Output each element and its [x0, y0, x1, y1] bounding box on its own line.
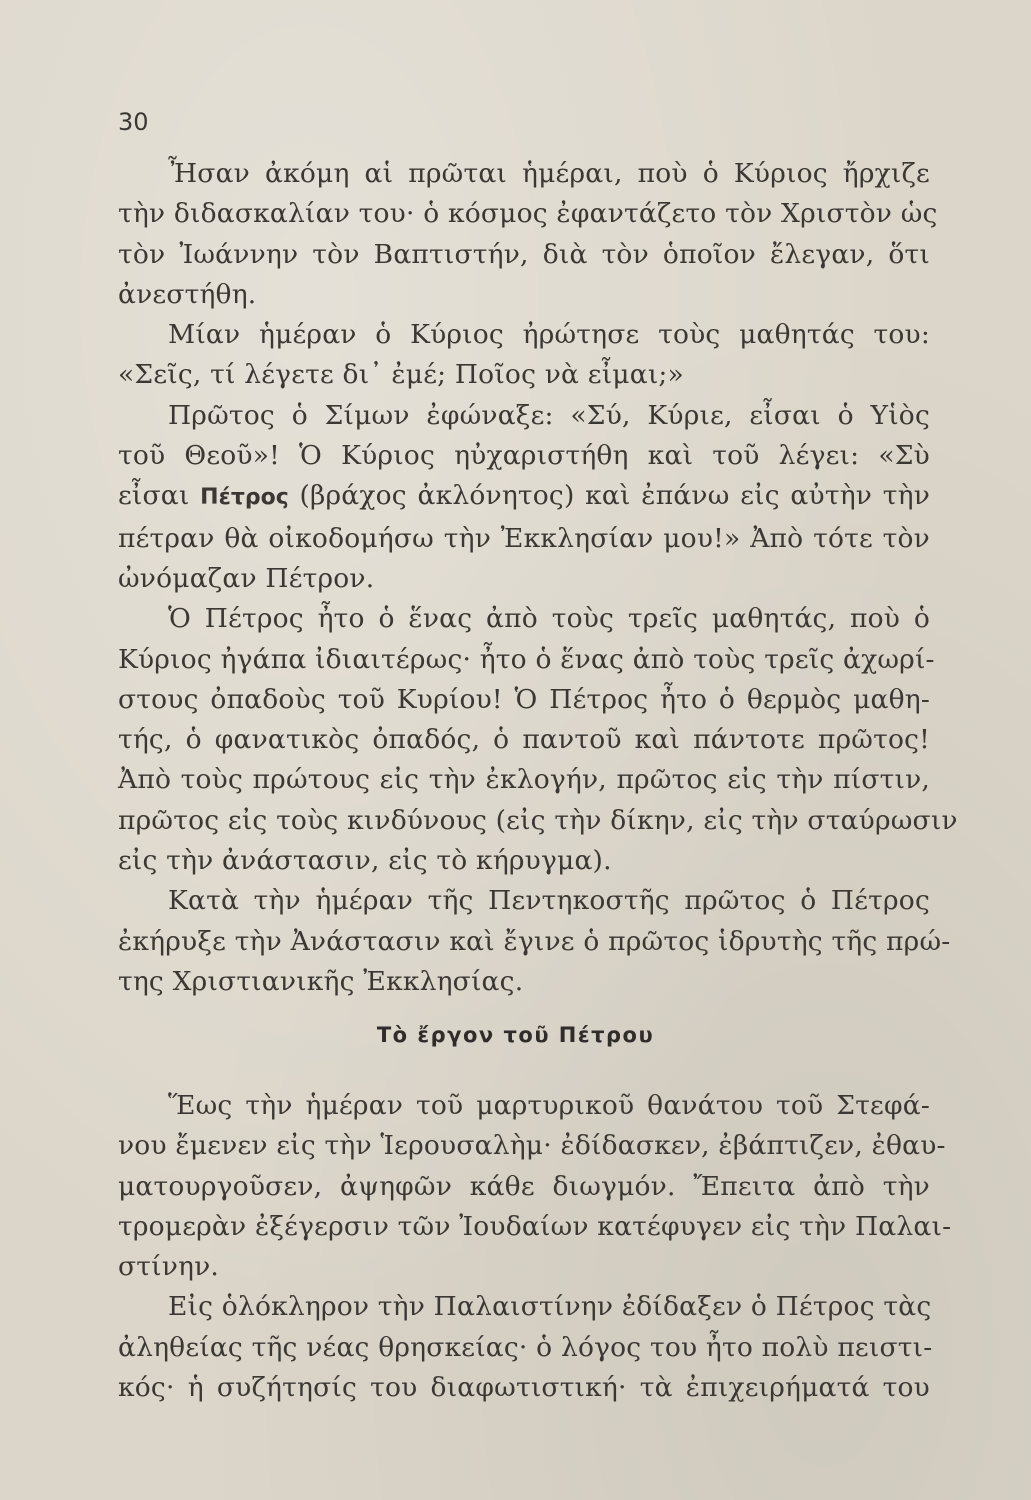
text-line: ἐκήρυξε τὴν Ἀνάστασιν καὶ ἔγινε ὁ πρῶτος ἱδρυτὴς τῆς πρώ- — [118, 925, 951, 957]
text-line: νου ἔμενεν εἰς τὴν Ἱερουσαλὴμ· ἐδίδασκεν, ἐβάπτιζεν, ἐθαυ- — [118, 1130, 946, 1162]
bold-word-petros: Πέτρος — [200, 485, 289, 511]
text-line: Ἦσαν ἀκόμη αἱ πρῶται ἡμέραι, ποὺ ὁ Κύριος ἤρχιζε — [168, 158, 930, 189]
text-line: στίνην. — [118, 1251, 220, 1283]
text-line: «Σεῖς, τί λέγετε δι᾽ ἐμέ; Ποῖος νὰ εἶμαι;» — [118, 359, 684, 391]
text-line: τὴν διδασκαλίαν του· ὁ κόσμος ἐφαντάζετο τὸν Χριστὸν ὡς — [118, 198, 938, 230]
main-text-block — [118, 154, 958, 1002]
text-line: πρῶτος εἰς τοὺς κινδύνους (εἰς τὴν δίκην, εἰς τὴν σταύρωσιν — [118, 804, 958, 836]
text-line: Μίαν ἡμέραν ὁ Κύριος ἠρώτησε τοὺς μαθητάς του: — [168, 319, 930, 351]
text-line: Κύριος ἠγάπα ἰδιαιτέρως· ἦτο ὁ ἕνας ἀπὸ τοὺς τρεῖς ἀχωρί- — [118, 643, 935, 675]
text-line: τοῦ Θεοῦ»! Ὁ Κύριος ηὐχαριστήθη καὶ τοῦ λέγει: «Σὺ — [118, 440, 930, 472]
text-line: στους ὀπαδοὺς τοῦ Κυρίου! Ὁ Πέτρος ἦτο ὁ θερμὸς μαθη- — [118, 683, 930, 715]
text-line: Πρῶτος ὁ Σίμων ἐφώναξε: «Σύ, Κύριε, εἶσαι ὁ Υἱὸς — [168, 399, 930, 431]
text-line: τρομερὰν ἐξέγερσιν τῶν Ἰουδαίων κατέφυγεν εἰς τὴν Παλαι- — [118, 1210, 952, 1242]
text-line: εἰς τὴν ἀνάστασιν, εἰς τὸ κήρυγμα). — [118, 845, 612, 877]
text-line: τὸν Ἰωάννην τὸν Βαπτιστήν, διὰ τὸν ὁποῖον ἔλεγαν, ὅτι — [118, 238, 930, 270]
text-line: Ὁ Πέτρος ἦτο ὁ ἕνας ἀπὸ τοὺς τρεῖς μαθητάς, ποὺ ὁ — [168, 603, 930, 635]
text-line: ματουργοῦσεν, ἀψηφῶν κάθε διωγμόν. Ἔπειτα ἀπὸ τὴν — [118, 1170, 930, 1202]
text-line: κός· ἡ συζήτησίς του διαφωτιστική· τὰ ἐπιχειρήματά του — [118, 1372, 930, 1404]
text-line: ἀληθείας τῆς νέας θρησκείας· ὁ λόγος του ἦτο πολὺ πειστι- — [118, 1331, 933, 1363]
text-line: Ἀπὸ τοὺς πρώτους εἰς τὴν ἐκλογήν, πρῶτος εἰς τὴν πίστιν, — [118, 764, 930, 796]
text-fragment: εἶσαι — [118, 480, 190, 512]
text-line: ἀνεστήθη. — [118, 278, 257, 310]
text-line: της Χριστιανικῆς Ἐκκλησίας. — [118, 965, 524, 997]
text-line — [118, 476, 930, 518]
text-line: πέτραν θὰ οἰκοδομήσω τὴν Ἐκκλησίαν μου!» Ἀπὸ τότε τὸν — [118, 522, 930, 554]
text-line: Εἰς ὁλόκληρον τὴν Παλαιστίνην ἐδίδαξεν ὁ Πέτρος τὰς — [168, 1291, 932, 1323]
text-line: Ἕως τὴν ἡμέραν τοῦ μαρτυρικοῦ θανάτου τοῦ Στεφά- — [168, 1090, 930, 1121]
text-line: Κατὰ τὴν ἡμέραν τῆς Πεντηκοστῆς πρῶτος ὁ Πέτρος — [168, 885, 930, 917]
text-line: τής, ὁ φανατικὸς ὀπαδός, ὁ παντοῦ καὶ πάντοτε πρῶτος! — [118, 724, 930, 756]
text-fragment: (βράχος ἀκλόνητος) καὶ ἐπάνω εἰς αὐτὴν τὴν — [299, 480, 930, 512]
text-line: ὠνόμαζαν Πέτρον. — [118, 562, 375, 594]
section-title: Τὸ ἔργον τοῦ Πέτρου — [376, 1023, 655, 1047]
page-number: 30 — [118, 108, 149, 136]
section-text-block — [118, 1086, 952, 1408]
